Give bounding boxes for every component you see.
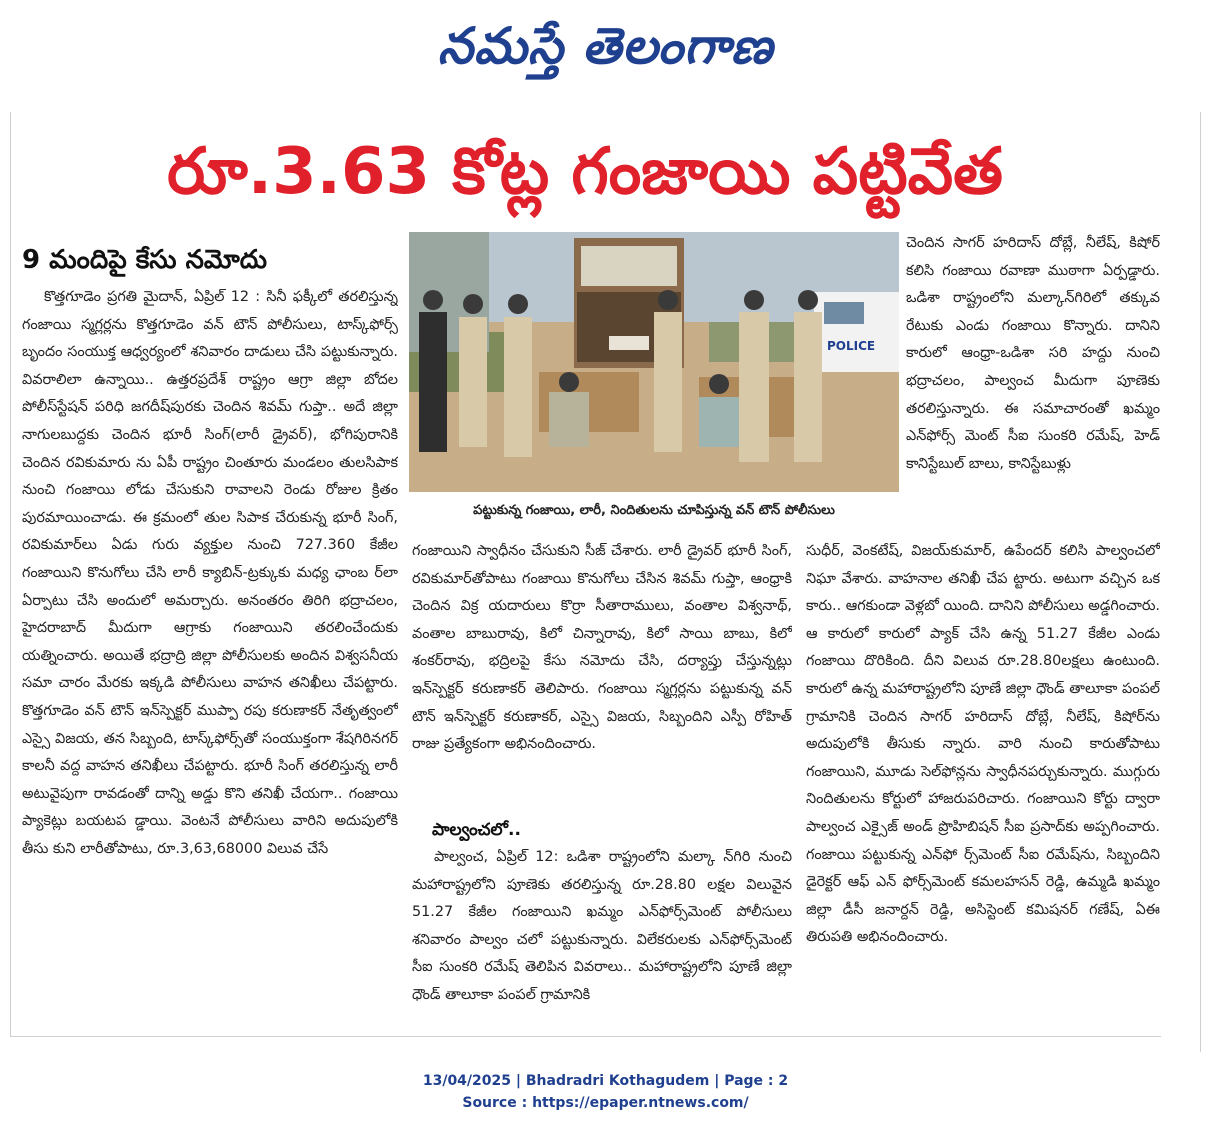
news-photo bbox=[409, 232, 899, 492]
column-2-text: గంజాయిని స్వాధీనం చేసుకుని సీజ్ చేశారు. లారీ డ్రైవర్ భూరీ సింగ్, రవికుమార్‌తోపాటు గంజాయి కొనుగోలు చేసిన శివమ్ గుప్తా, ఆంధ్రాకి చెందిన విక్ర యదారులు కొర్రా సీతారాములు, వంతాల విశ్వనాథ్, వంతాల బాబురావు, కిలో చిన్నారావు, కిలో సాయి బాబు, కిలో శంకర్‌రావు, భద్రిలపై కేసు నమోదు చేసి, దర్యాప్తు చేస్తున్నట్లు ఇన్‌స్పెక్టర్ కరుణాకర్ తెలిపారు. గంజాయి స్మగ్లర్లను పట్టుకున్న వన్ టౌన్ ఇన్‌స్పెక్టర్ కరుణాకర్, ఎస్సై విజయ, సిబ్బందిని ఎస్పీ రోహిత్ రాజు ప్రత్యేకంగా అభినందించారు. bbox=[412, 543, 792, 753]
page-divider bbox=[1200, 112, 1201, 1052]
police-vehicle-text: POLICE bbox=[827, 339, 876, 353]
article-column-2 bbox=[412, 538, 792, 814]
footer-date-edition: 13/04/2025 | Bhadradri Kothagudem | Page : 2 bbox=[422, 1073, 789, 1089]
article-column-3-top bbox=[906, 230, 1160, 536]
column-3-top-text: చెందిన సాగర్ హరిదాస్ దోబ్లే, నీలేష్, కిషోర్ కలిసి గంజాయి రవాణా ముఠాగా ఏర్పడ్డారు. ఒడిశా రాష్ట్రంలోని మల్కాన్‌గిరిలో తక్కువ రేటుకు ఎండు గంజాయి కొన్నారు. దానిని కారులో ఆంధ్రా-ఒడిశా సరి హద్దు నుంచి భద్రాచలం, పాల్వంచ మీదుగా పూణెకు తరలిస్తున్నారు. ఈ సమాచారంతో ఖమ్మం ఎన్‌ఫోర్స్ మెంట్ సీఐ సుంకరి రమేష్, హెడ్ కానిస్టేబుల్ బాలు, కానిస్టేబుళ్లు bbox=[906, 235, 1160, 472]
footer-source[interactable]: Source : https://epaper.ntnews.com/ bbox=[462, 1095, 749, 1111]
article-column-3 bbox=[806, 538, 1160, 1036]
photo-illustration bbox=[409, 232, 899, 492]
photo-caption: పట్టుకున్న గంజాయి, లారీ, నిందితులను చూపిస్తున్న వన్ టౌన్ పోలీసులు bbox=[473, 503, 835, 518]
subheadline: 9 మందిపై కేసు నమోదు bbox=[22, 245, 268, 275]
column-3-text: సుధీర్, వెంకటేష్, విజయ్‌కుమార్, ఉపేందర్ కలిసి పాల్వంచలో నిఘా వేశారు. వాహనాల తనిఖీ చేప ట్టారు. అటుగా వచ్చిన ఒక కారు.. ఆగకుండా వెళ్లబో యింది. దానిని పోలీసులు అడ్డగించారు. ఆ కారులో కారులో ప్యాక్ చేసి ఉన్న 51.27 కేజీల ఎండు గంజాయి దొరికింది. దీని విలువ రూ.28.80లక్షలు ఉంటుంది. కారులో ఉన్న మహారాష్ట్రలోని పూణే జిల్లా ధౌండ్ తాలూకా పంపల్ గ్రామానికి చెందిన సాగర్ హరిదాస్ దోబ్లే, నీలేష్, కిషోర్‌ను అదుపులోకి తీసుకు న్నారు. వారి నుంచి కారుతోపాటు గంజాయిని, మూడు సెల్‌ఫోన్లను స్వాధీనపర్చుకున్నారు. ముగ్గురు నిందితులను కోర్టులో హాజరుపరిచారు. గంజాయిని కోర్టు ద్వారా పాల్వంచ ఎక్సైజ్ అండ్ ప్రొహిబిషన్ సీఐ ప్రసాద్‌కు అప్పగించారు. గంజాయి పట్టుకున్న ఎన్‌ఫో ర్స్‌మెంట్ సీఐ రమేష్‌ను, సిబ్బందిని డైరెక్టర్ ఆఫ్ ఎన్ ఫోర్స్‌మెంట్ కమలహసన్ రెడ్డి, ఉమ్మడి ఖమ్మం జిల్లా డీసీ జనార్దన్ రెడ్డి, అసిస్టెంట్ కమిషనర్ గణేష్, ఏఈ తిరుపతి అభినందించారు. bbox=[806, 543, 1160, 946]
masthead bbox=[0, 6, 1211, 86]
column-2-bottom-text: పాల్వంచ, ఏప్రిల్ 12: ఒడిశా రాష్ట్రంలోని మల్కా న్‌గిరి నుంచి మహారాష్ట్రలోని పూణెకు తరలిస్తున్న రూ.28.80 లక్షల విలువైన 51.27 కేజీల గంజాయిని ఖమ్మం ఎన్‌ఫోర్స్‌మెంట్ పోలీసులు శనివారం పాల్వం చలో పట్టుకున్నారు. విలేకరులకు ఎన్‌ఫోర్స్‌మెంట్ సీఐ సుంకరి రమేష్ తెలిపిన వివరాలు.. మహారాష్ట్రలోని పూణే జిల్లా ధౌండ్ తాలూకా పంపల్ గ్రామానికి bbox=[412, 849, 792, 1003]
column-2-subheading: పాల్వంచలో.. bbox=[432, 820, 521, 840]
article-column-1 bbox=[22, 284, 398, 1036]
footer bbox=[0, 1070, 1211, 1114]
headline: రూ.3.63 కోట్ల గంజాయి పట్టివేత bbox=[167, 135, 1003, 209]
column-1-text: కొత్తగూడెం ప్రగతి మైదాన్, ఏప్రిల్ 12 : సినీ ఫక్కీలో తరలిస్తున్న గంజాయి స్మగ్లర్లను కొత్తగూడెం వన్ టౌన్ పోలీసులు, టాస్క్‌ఫోర్స్ బృందం సంయుక్త ఆధ్వర్యంలో శనివారం దాడులు చేసి పట్టుకున్నారు. వివరాలిలా ఉన్నాయి.. ఉత్తరప్రదేశ్ రాష్ట్రం ఆగ్రా జిల్లా బోదల పోలీస్‌స్టేషన్ పరిధి జగదీష్‌పురకు చెందిన శివమ్ గుప్తా.. అదే జిల్లా నాగులబుద్దకు చెందిన భూరీ సింగ్(లారీ డ్రైవర్), భోగిపురానికి చెందిన రవికుమారు ను ఏపీ రాష్ట్రం చింతూరు మండలం తులసిపాక నుంచి గంజాయి లోడు చేసుకుని రావాలని రెండు రోజుల క్రితం పురమాయించాడు. ఈ క్రమంలో తుల సిపాక చేరుకున్న భూరీ సింగ్, రవికుమార్‌లు ఏడు గురు వ్యక్తుల నుంచి 727.360 కేజీల గంజాయిని కొనుగోలు చేసి లారీ క్యాబిన్-ట్రక్కుకు మధ్య ఛాంబ ర్‌లా ఏర్పాటు చేసి అందులో అమర్చారు. అనంతరం తిరిగి భద్రాచలం, హైదరాబాద్ మీదుగా ఆగ్రాకు గంజాయిని తరలించేందుకు యత్నించారు. అయితే భద్రాద్రి జిల్లా పోలీసులకు అందిన విశ్వసనీయ సమా చారం మేరకు ఇక్కడి పోలీసులు వాహన తనిఖీలు చేపట్టారు. కొత్తగూడెం వన్ టౌన్ ఇన్‌స్పెక్టర్ ముప్పా రపు కరుణాకర్ నేతృత్వంలో ఎస్సై విజయ, తన సిబ్బంది, టాస్క్‌ఫోర్స్‌తో సంయుక్తంగా శేషగిరినగర్ కాలనీ వద్ద వాహన తనిఖీలు చేపట్టారు. భూరీ సింగ్ తరలిస్తున్న లారీ అటువైపుగా రావడంతో దాన్ని అడ్డు కొని తనిఖీ చేయగా.. గంజాయి ప్యాకెట్లు బయటప డ్డాయి. వెంటనే పోలీసులు వారిని అదుపులోకి తీసు కుని లారీతోపాటు, రూ.3,63,68000 విలువ చేసే bbox=[22, 289, 398, 857]
masthead-title: నమస్తే తెలంగాణ bbox=[437, 16, 774, 75]
article-column-2-bottom bbox=[412, 844, 792, 1034]
